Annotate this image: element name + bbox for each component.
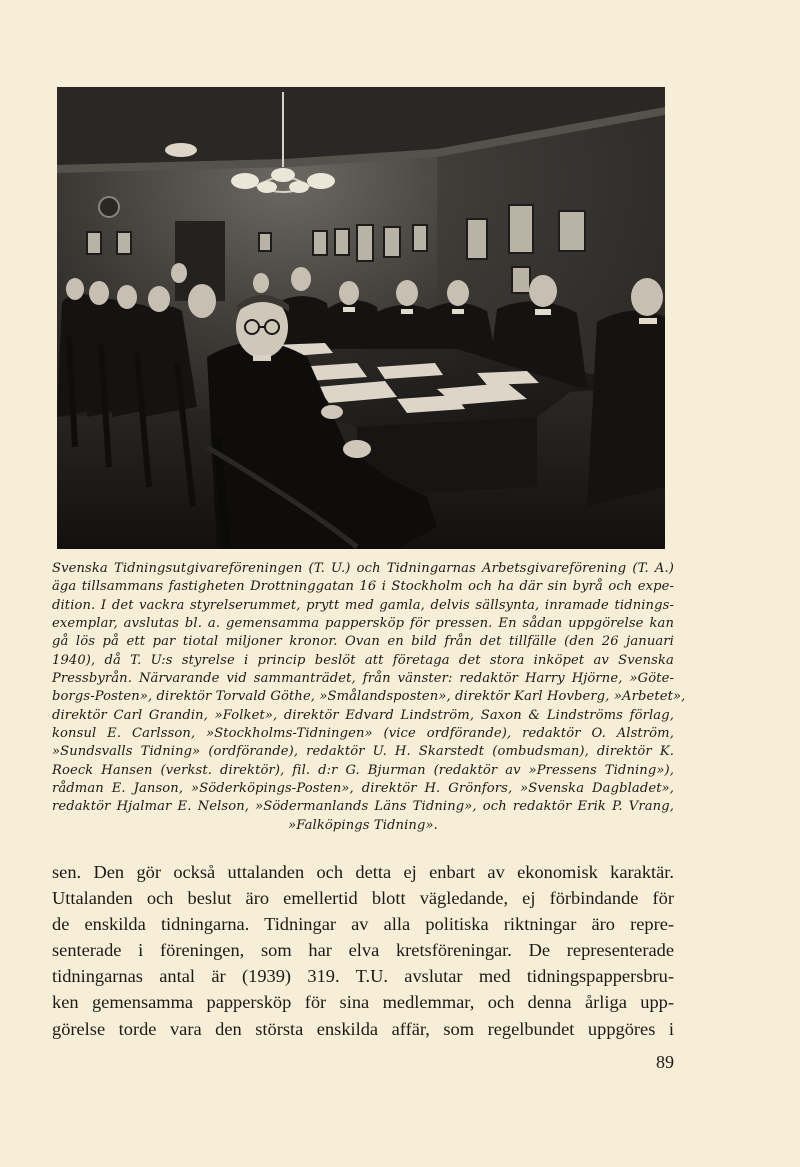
caption-line: dition. I det vackra styrelserummet, prytt med gamla, delvis sällsynta, inramade tidnings- bbox=[52, 597, 674, 613]
body-line: senterade i föreningen, som har elva kretsföreningar. De representerade bbox=[52, 940, 674, 961]
caption-line: borgs-Posten», direktör Torvald Göthe, »Smålandsposten», direktör Karl Hovberg, »Arbetet», bbox=[52, 689, 686, 705]
caption-line: gå lös på ett par tiotal miljoner kronor. Ovan en bild från det tillfälle (den 26 januari bbox=[52, 634, 674, 650]
body-line: ken gemensamma pappersköp för sina medlemmar, och denna årliga upp- bbox=[52, 992, 674, 1013]
caption-line: »Sundsvalls Tidning» (ordförande), redaktör U. H. Skarstedt (ombudsman), direktör K. bbox=[52, 744, 674, 760]
boardroom-photo bbox=[57, 87, 665, 549]
photo-caption bbox=[52, 560, 686, 835]
caption-line: direktör Carl Grandin, »Folket», direktör Edvard Lindström, Saxon & Lindströms förlag, bbox=[52, 707, 674, 723]
boardroom-photograph-icon bbox=[57, 87, 665, 549]
caption-line: Svenska Tidningsutgivareföreningen (T. U.) och Tidningarnas Arbetsgivareförening (T. A.) bbox=[52, 561, 674, 576]
body-line: de enskilda tidningarna. Tidningar av alla politiska riktningar äro repre- bbox=[52, 914, 674, 935]
caption-line: redaktör Hjalmar E. Nelson, »Södermanlands Läns Tidning», och redaktör Erik P. Vrang, bbox=[52, 799, 674, 815]
body-line: Uttalanden och beslut äro emellertid blott vägledande, ej förbindande för bbox=[52, 888, 674, 909]
caption-line: »Falköpings Tidning». bbox=[288, 817, 438, 833]
caption-line: Roeck Hansen (verkst. direktör), fil. d:r G. Bjurman (redaktör av »Pressens Tidning»), bbox=[52, 762, 674, 778]
caption-line: Pressbyrån. Närvarande vid sammanträdet, från vänster: redaktör Harry Hjörne, »Göte- bbox=[52, 671, 674, 687]
caption-line: 1940), då T. U:s styrelse i princip beslöt att företaga det stora inköpet av Svenska bbox=[52, 652, 674, 668]
caption-line: rådman E. Janson, »Söderköpings-Posten», direktör H. Grönfors, »Svenska Dagbladet», bbox=[52, 781, 674, 797]
caption-line: konsul E. Carlsson, »Stockholms-Tidningen» (vice ordförande), redaktör O. Alström, bbox=[52, 726, 674, 742]
body-line: görelse torde vara den största enskilda affär, som regelbundet uppgöres i bbox=[52, 1018, 674, 1039]
caption-line: exemplar, avslutas bl. a. gemensamma pappersköp för pressen. En sådan uppgörelse kan bbox=[52, 616, 674, 632]
page-number: 89 bbox=[656, 1052, 674, 1072]
body-line: tidningarnas antal är (1939) 319. T.U. avslutar med tidningspappersbru- bbox=[52, 966, 674, 987]
caption-line: äga tillsammans fastigheten Drottninggatan 16 i Stockholm och ha där sin byrå och expe- bbox=[52, 579, 674, 595]
body-line: sen. Den gör också uttalanden och detta ej enbart av ekonomisk karaktär. bbox=[52, 862, 674, 882]
body-paragraph bbox=[52, 859, 674, 1042]
